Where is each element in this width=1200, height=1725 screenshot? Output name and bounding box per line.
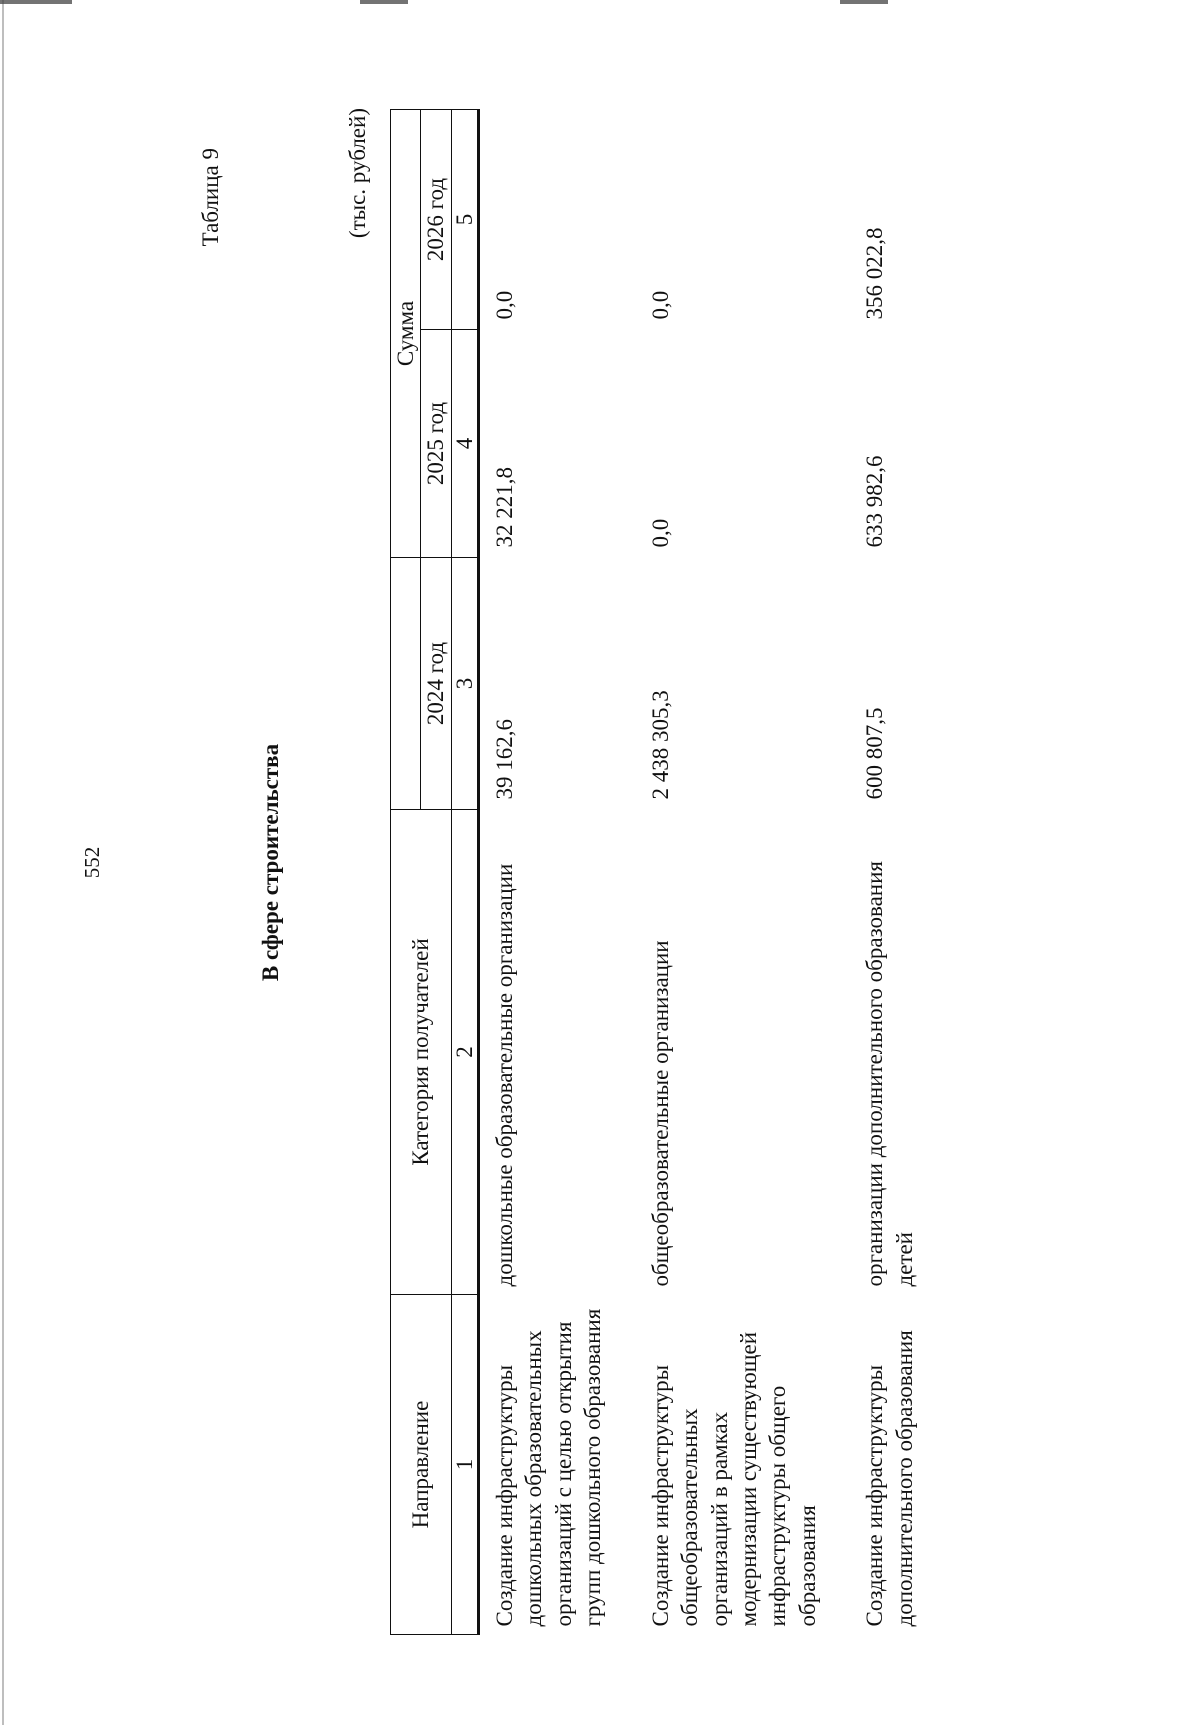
cell-2024: 2 438 305,3: [647, 690, 673, 800]
header-year-2024: 2024 год: [421, 558, 451, 810]
cell-category: общеобразовательные организации: [647, 940, 673, 1287]
cell-direction: Создание инфраструктуры дополнительного образования: [862, 1330, 917, 1627]
cell-2026: 0,0: [647, 290, 673, 320]
cell-direction: Создание инфраструктуры общеобразовательных организаций в рамках модернизации существующей инфраструктуры общего образования: [647, 1331, 820, 1627]
table-row: [636, 109, 851, 1634]
header-sum: Сумма: [391, 109, 421, 557]
cell-2026: 0,0: [491, 290, 517, 320]
table-row: [478, 109, 635, 1634]
header-row: [391, 109, 421, 1634]
data-table: [390, 109, 947, 1635]
header-direction: Направление: [391, 1295, 452, 1635]
cell-2024: 39 162,6: [491, 719, 517, 800]
cell-2026: 356 022,8: [862, 227, 888, 320]
column-number: 3: [451, 558, 478, 810]
cell-direction: Создание инфраструктуры дошкольных образовательных организаций с целью открытия групп дошкольного образования: [491, 1308, 606, 1627]
column-number: 5: [451, 109, 478, 329]
cell-2025: 32 221,8: [491, 467, 517, 548]
table-row: [850, 109, 947, 1634]
page-number: 552: [80, 846, 104, 879]
header-category: Категория получателей: [391, 810, 452, 1295]
header-sum-spacer: [391, 558, 421, 810]
cell-category: дошкольные образовательные организации: [491, 863, 517, 1287]
column-number-row: [451, 109, 478, 1634]
units-label: (тыс. рублей): [345, 108, 370, 239]
column-number: 1: [451, 1295, 478, 1635]
header-year-2025: 2025 год: [421, 330, 451, 558]
column-number: 2: [451, 810, 478, 1295]
cell-2025: 633 982,6: [862, 455, 888, 548]
cell-2025: 0,0: [647, 518, 673, 548]
page-title: В сфере строительства: [258, 743, 283, 982]
table-label: Таблица 9: [198, 148, 223, 247]
cell-category: организации дополнительного образования детей: [862, 861, 917, 1287]
cell-2024: 600 807,5: [862, 707, 888, 800]
column-number: 4: [451, 330, 478, 558]
header-year-2026: 2026 год: [421, 109, 451, 329]
